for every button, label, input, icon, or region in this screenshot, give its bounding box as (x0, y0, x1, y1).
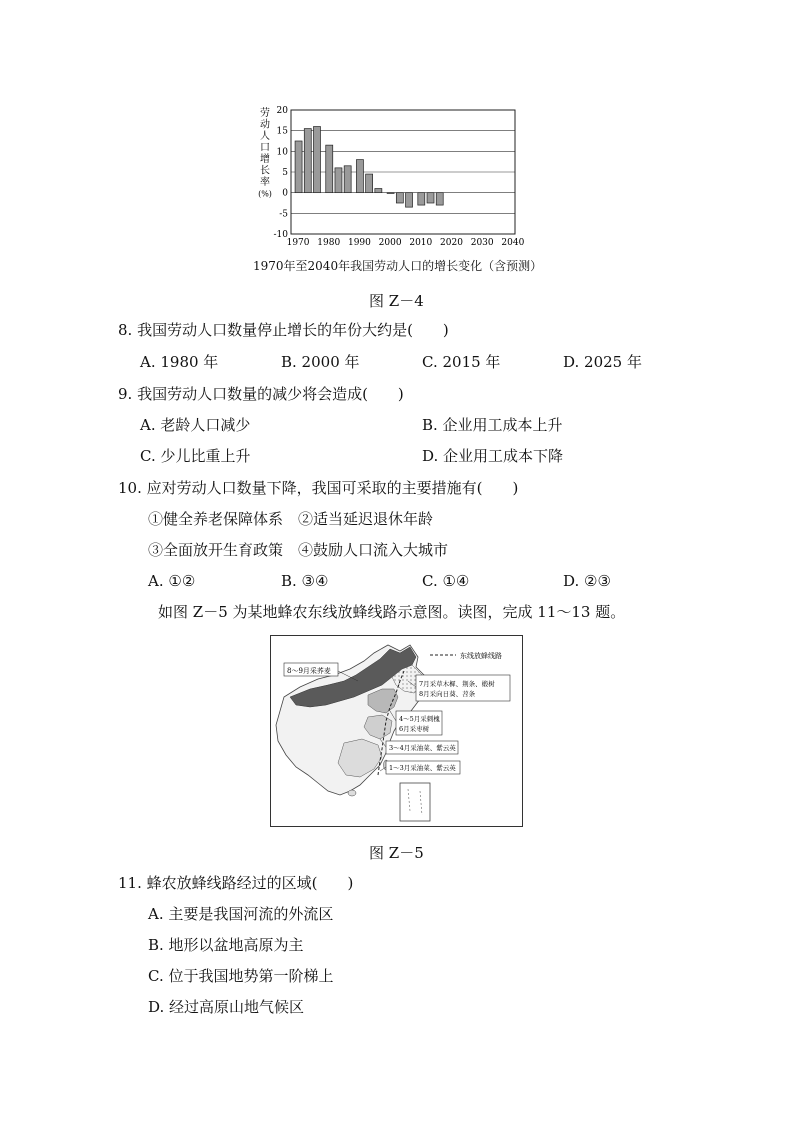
x-tick-label: 1990 (347, 238, 371, 248)
bee-route-map (270, 635, 523, 827)
y-tick-label: 0 (282, 188, 288, 199)
question-9-option-d[interactable]: D. 企业用工成本下降 (422, 447, 564, 465)
y-tick-label: 10 (276, 147, 288, 158)
y-tick-label: 5 (282, 168, 288, 178)
bar (335, 168, 342, 193)
bar (304, 129, 311, 193)
question-9-option-b[interactable]: B. 企业用工成本上升 (422, 416, 563, 434)
y-tick-label: -5 (279, 209, 288, 220)
question-10-statement-2: ③全面放开生育政策 ④鼓励人口流入大城市 (148, 541, 449, 559)
map-label-5: 6月采枣树 (399, 725, 430, 733)
x-tick-label: 2030 (470, 238, 494, 248)
map-label-2: 7月采草木樨、荆条、椴树 (419, 680, 495, 688)
bar (436, 193, 443, 205)
question-11-option-a[interactable]: A. 主要是我国河流的外流区 (148, 905, 334, 923)
question-10-option-b[interactable]: B. ③④ (281, 572, 329, 590)
south-china-sea-inset (400, 783, 430, 821)
ylabel-char: 率 (260, 177, 270, 188)
ylabel-char: 长 (260, 165, 270, 177)
hainan-island (348, 790, 356, 796)
bar (366, 174, 373, 193)
x-tick-label: 2040 (501, 238, 525, 248)
chart-ylabel (258, 106, 272, 199)
question-10-statement-1: ①健全养老保障体系 ②适当延迟退休年龄 (148, 510, 434, 528)
figure-4-caption: 图 Z－4 (369, 292, 424, 310)
ylabel-char: 增 (260, 154, 270, 165)
question-11-option-c[interactable]: C. 位于我国地势第一阶梯上 (148, 967, 334, 985)
question-11-option-d[interactable]: D. 经过高原山地气候区 (148, 998, 305, 1016)
question-8-option-d[interactable]: D. 2025 年 (563, 353, 642, 371)
x-tick-label: 2020 (440, 238, 463, 248)
chart-title: 1970年至2040年我国劳动人口的增长变化（含预测） (253, 259, 543, 273)
question-9-option-a[interactable]: A. 老龄人口减少 (140, 416, 251, 434)
bar (427, 193, 434, 203)
bar (406, 193, 413, 207)
x-tick-label: 1980 (317, 238, 341, 248)
chart-grid (291, 110, 515, 234)
question-8-option-b[interactable]: B. 2000 年 (281, 353, 360, 371)
map-label-1: 8～9月采荞麦 (287, 667, 331, 675)
ylabel-char: 口 (260, 142, 270, 154)
labor-growth-bar-chart (255, 104, 545, 254)
question-11-option-b[interactable]: B. 地形以盆地高原为主 (148, 936, 304, 954)
map-label-7: 1～3月采油菜、紫云英 (389, 764, 456, 772)
question-11-stem: 11. 蜂农放蜂线路经过的区域( ) (118, 874, 354, 892)
map-label-3: 8月采向日葵、苕条 (419, 690, 476, 698)
x-tick-label: 2010 (409, 238, 433, 248)
question-10-option-d[interactable]: D. ②③ (563, 572, 611, 590)
question-10-option-c[interactable]: C. ①④ (422, 572, 470, 590)
y-tick-label: 15 (276, 126, 288, 137)
question-8-option-c[interactable]: C. 2015 年 (422, 353, 501, 371)
bar (344, 166, 351, 193)
chart-bars (295, 127, 443, 208)
question-8-option-a[interactable]: A. 1980 年 (140, 353, 219, 371)
bar (387, 193, 394, 194)
bar (313, 127, 320, 193)
ylabel-char: 动 (260, 119, 270, 131)
bar (326, 145, 333, 193)
y-tick-label: 20 (276, 106, 288, 116)
legend-text: 东线放蜂线路 (460, 652, 502, 660)
question-10-stem: 10. 应对劳动人口数量下降，我国可采取的主要措施有( ) (118, 479, 519, 497)
chart-y-ticks (274, 106, 289, 240)
question-10-option-a[interactable]: A. ①② (148, 572, 196, 590)
bar (295, 141, 302, 193)
bar (356, 160, 363, 193)
y-tick-label: -10 (273, 230, 288, 240)
bar (396, 193, 403, 203)
chart-x-ticks (287, 238, 525, 248)
x-tick-label: 1970 (286, 238, 310, 248)
figure-5-caption: 图 Z－5 (369, 844, 424, 862)
ylabel-char: 人 (260, 131, 270, 142)
bar (418, 193, 425, 205)
map-label-6: 3～4月采油菜、紫云英 (389, 744, 456, 752)
ylabel-char: 劳 (260, 108, 270, 119)
question-8-stem: 8. 我国劳动人口数量停止增长的年份大约是( ) (118, 321, 449, 339)
x-tick-label: 2000 (378, 238, 402, 248)
map-label-4: 4～5月采刺槐 (399, 715, 440, 723)
question-9-option-c[interactable]: C. 少儿比重上升 (140, 447, 251, 465)
section-intro: 如图 Z－5 为某地蜂农东线放蜂线路示意图。读图，完成 11～13 题。 (158, 603, 626, 621)
bar (375, 189, 382, 193)
question-9-stem: 9. 我国劳动人口数量的减少将会造成( ) (118, 385, 404, 403)
ylabel-char: (%) (258, 189, 272, 199)
